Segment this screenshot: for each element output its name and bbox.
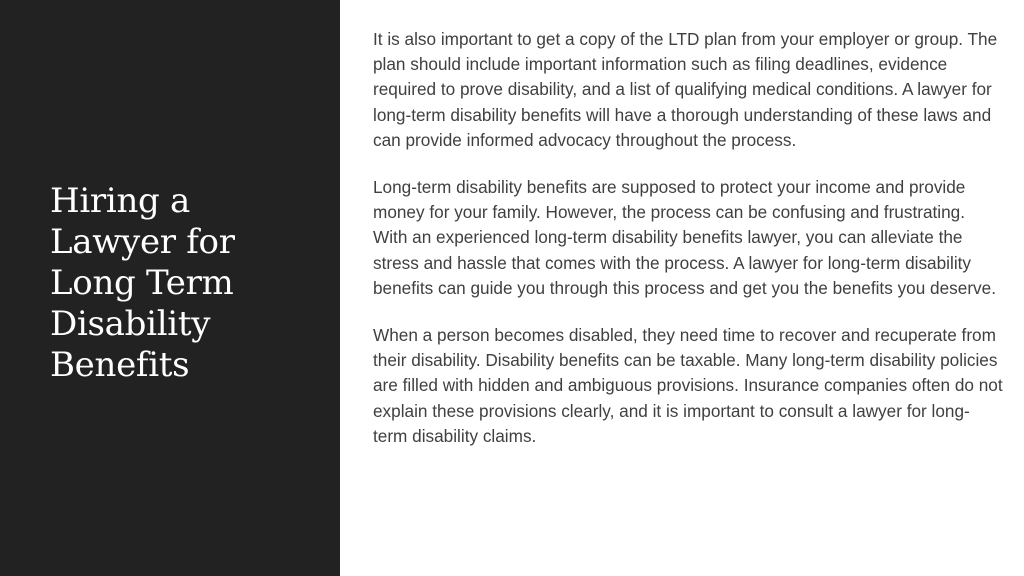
body-text: [373, 27, 1003, 449]
title-panel: [0, 0, 340, 576]
content-panel: [340, 0, 1024, 576]
slide-title: Hiring a Lawyer for Long Term Disability Benefits: [50, 181, 235, 385]
paragraph-3: When a person becomes disabled, they need time to recover and recuperate from their disability. Disability benefits can be taxable. Many long-term disability policies are filled with hidden and ambiguous provisions. Insurance companies often do not explain these provisions clearly, and it is important to consult a lawyer for long-term disability claims.: [373, 325, 1003, 446]
paragraph-1: It is also important to get a copy of the LTD plan from your employer or group. The plan should include important information such as filing deadlines, evidence required to prove disability, and a list of qualifying medical conditions. A lawyer for long-term disability benefits will have a thorough understanding of these laws and can provide informed advocacy throughout the process.: [373, 29, 998, 150]
paragraph-2: Long-term disability benefits are supposed to protect your income and provide money for your family. However, the process can be confusing and frustrating. With an experienced long-term disability benefits lawyer, you can alleviate the stress and hassle that comes with the process. A lawyer for long-term disability benefits can guide you through this process and get you the benefits you deserve.: [373, 177, 996, 298]
